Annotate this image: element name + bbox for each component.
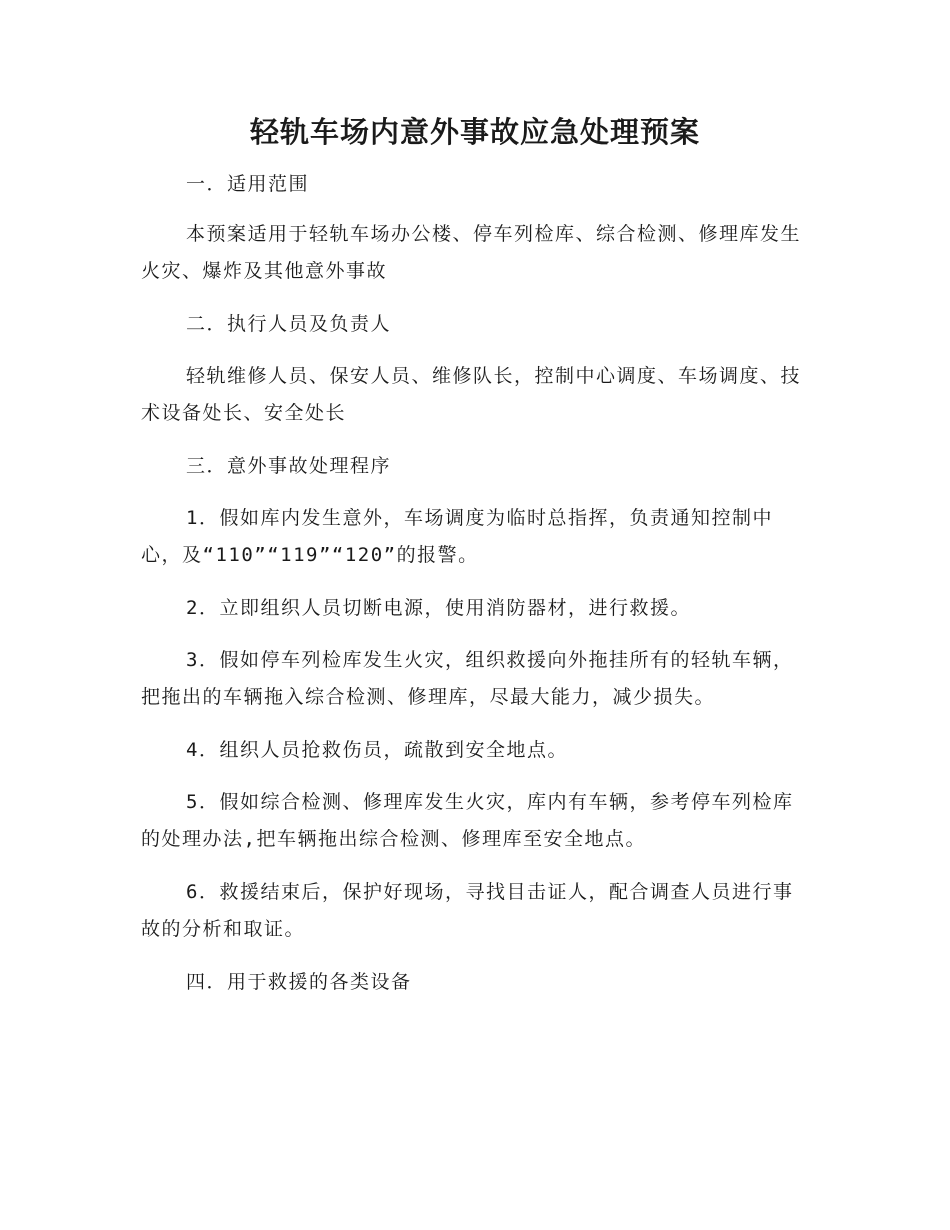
document-title: 轻轨车场内意外事故应急处理预案 bbox=[249, 115, 700, 149]
section-heading-equipment: 四．用于救援的各类设备 bbox=[186, 971, 412, 993]
paragraph-scope-body: 本预案适用于轻轨车场办公楼、停车列检库、综合检测、修理库发生火灾、爆炸及其他意外事故 bbox=[141, 223, 802, 282]
procedure-step-2: 2．立即组织人员切断电源，使用消防器材，进行救援。 bbox=[186, 597, 691, 619]
paragraph-personnel-body: 轻轨维修人员、保安人员、维修队长，控制中心调度、车场调度、技术设备处长、安全处长 bbox=[141, 365, 802, 424]
section-heading-scope: 一．适用范围 bbox=[186, 173, 310, 195]
section-heading-procedure: 三．意外事故处理程序 bbox=[186, 455, 392, 477]
procedure-step-3: 3．假如停车列检库发生火灾，组织救援向外拖挂所有的轻轨车辆，把拖出的车辆拖入综合检测、修理库，尽最大能力，减少损失。 bbox=[141, 649, 794, 708]
section-heading-personnel: 二．执行人员及负责人 bbox=[186, 313, 392, 335]
procedure-step-4: 4．组织人员抢救伤员，疏散到安全地点。 bbox=[186, 739, 568, 761]
procedure-step-1: 1．假如库内发生意外，车场调度为临时总指挥，负责通知控制中心，及“110”“119”“120”的报警。 bbox=[141, 507, 773, 566]
procedure-step-5: 5．假如综合检测、修理库发生火灾，库内有车辆，参考停车列检库的处理办法,把车辆拖出综合检测、修理库至安全地点。 bbox=[141, 791, 794, 850]
procedure-step-6: 6．救援结束后，保护好现场，寻找目击证人，配合调查人员进行事故的分析和取证。 bbox=[141, 881, 794, 940]
